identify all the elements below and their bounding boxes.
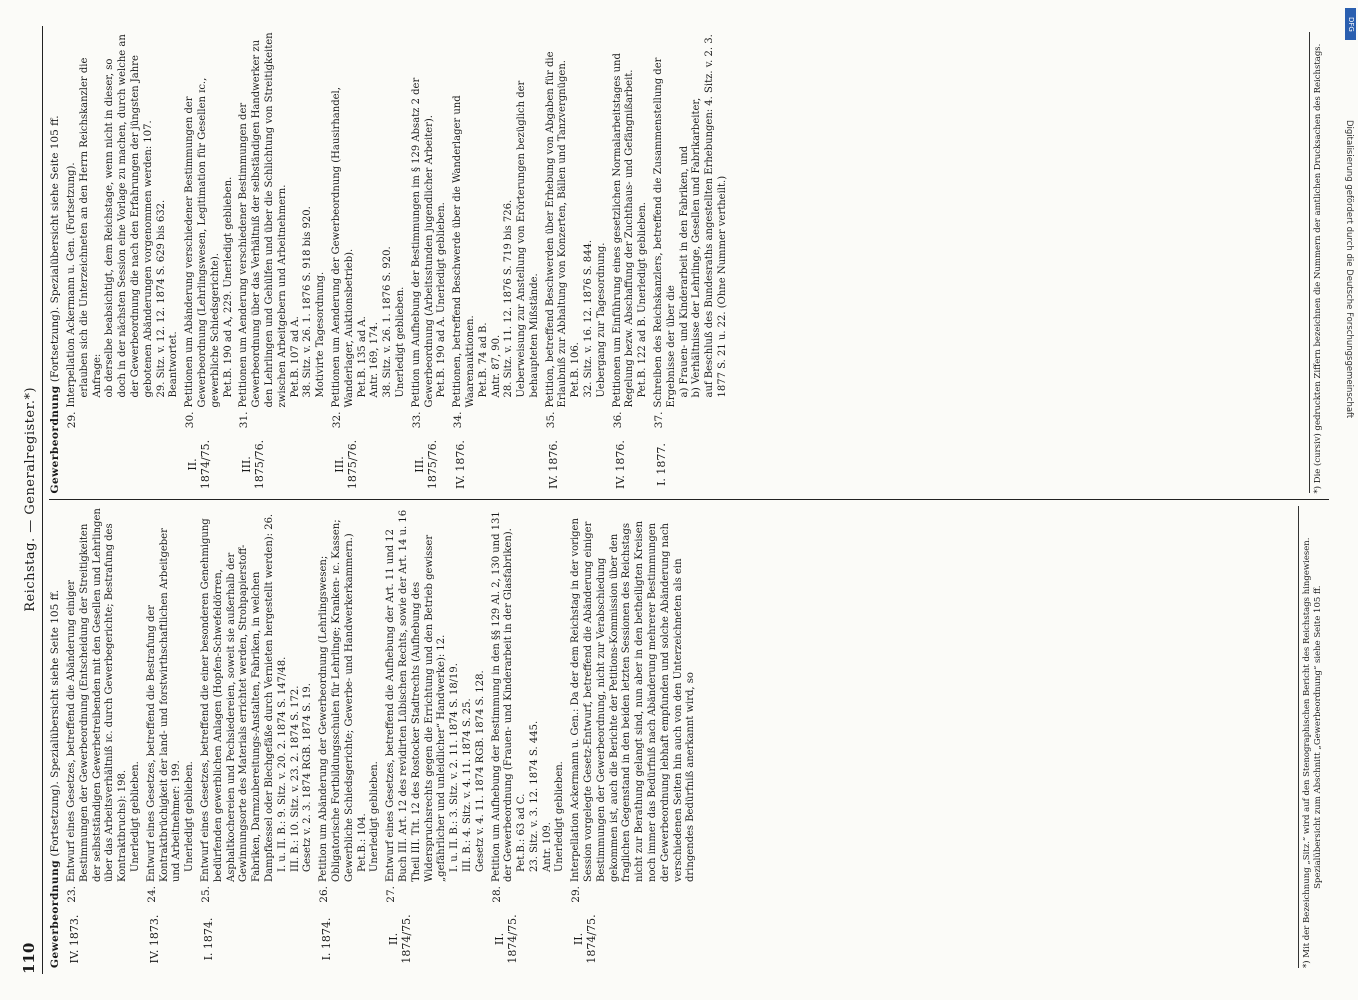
session-tag: I. 1877. <box>655 443 669 486</box>
entry-line: Entwurf eines Gesetzes, betreffend die einer besonderen Genehmigung bedürfenden gewerblichen Anlagen (Hopfen-Schwefeldörren, Asphaltkochereien und Pechsiedereien, soweit sie außerhalb der Gewinnungsorte des Materials errichtet werden, Strohpapierstoff-Fabriken, Darmzubereitungs-Anstalten, Fabriken, in welchen Dampfkessel oder Blechgefäße durch Vernieten hergestellt werden): 26. <box>199 513 275 882</box>
entry-number: 23. <box>66 886 78 903</box>
entry-line: Ueberweisung zur Anstellung von Erörterungen bezüglich der behaupteten Mißstände. <box>516 80 540 398</box>
session-tag: III. 1875/76. <box>332 439 359 490</box>
entry-text <box>653 32 730 408</box>
entry-line: Petitionen um Einführung eines gesetzlichen Normalarbeitstages und Regelung bezw. Abschaffung der Zuchthaus- und Gefängnißarbeit. <box>611 53 636 408</box>
entry-line: auf Beschluß des Bundesraths angestellten Erhebungen: 4. Sitz. v. 2. 3. 1877 S. 21 u. 22. (Ohne Nummer vertheilt.) <box>704 34 729 398</box>
entry-line: Gesetz v. 4. 11. 1874 RGB. 1874 S. 128. <box>474 670 486 872</box>
session-tag: II. 1874/75. <box>492 914 519 964</box>
register-entry <box>238 32 328 494</box>
entry-line: Antr. 169, 174. <box>369 322 381 398</box>
session-tag: IV. 1876. <box>454 440 468 489</box>
entry-line: Unerledigt geblieben. <box>369 761 381 872</box>
entry-line: III. B.: 4. Sitz. v. 4. 11. 1874 S. 25. <box>461 698 473 872</box>
entry-number: 37. <box>653 411 666 429</box>
page-header <box>18 26 43 974</box>
entry-text <box>452 32 542 408</box>
session-tag: II. 1874/75. <box>572 914 599 964</box>
entry-line: Petition, betreffend Beschwerden über Erhebung von Abgaben für die Erlaubniß zur Abhaltung von Konzerten, Bällen und Tanzvergnügen. <box>544 51 569 408</box>
entry-text <box>200 507 315 883</box>
register-entry <box>385 507 487 969</box>
entry-line: Beantwortet. <box>168 331 180 398</box>
entry-line: Unerledigt geblieben. <box>184 761 196 872</box>
entry-line: 23. Sitz. v. 3. 12. 1874 S. 445. <box>528 720 540 872</box>
entry-number: 29. <box>570 886 583 903</box>
entry-text <box>612 32 650 408</box>
left-column <box>49 501 1329 975</box>
session-tag: II. 1874/75. <box>186 439 213 490</box>
entry-line: 38. Sitz. v. 26. 1. 1876 S. 918 bis 920. <box>302 206 314 398</box>
entry-number: 26. <box>318 886 331 903</box>
entry-line: Uebergang zur Tagesordnung. <box>595 242 607 398</box>
register-entry <box>200 507 315 969</box>
entry-text <box>411 32 449 408</box>
entry-line: III. B.: 10. Sitz. v. 23. 2. 1874 S. 172. <box>289 685 301 872</box>
entry-number: 25. <box>199 886 212 903</box>
entry-number: 31. <box>238 411 251 429</box>
right-column <box>49 26 1329 501</box>
session-tag: I. 1874. <box>201 917 215 961</box>
session-tag: III. 1875/76. <box>240 439 267 490</box>
entry-text <box>238 32 328 408</box>
entry-line: Pet.B.: 63 ad C. <box>516 793 528 872</box>
entry-line: Entwurf eines Gesetzes, betreffend die Aufhebung der Art. 11 und 12 Buch III. Art. 12 des revidirten Lübischen Rechts, sowie der Art. 14 u. 16 Theil III. Tit. 12 des Rostocker Stadtrechts (Aufhebung des Widerspruchsrechts gegen die Errichtung und den Betrieb gewisser „gefährlicher und unleidlicher“ Handwerke): 12. <box>385 509 448 882</box>
entry-line: Pet.B. 190 ad A. Unerledigt geblieben. <box>436 202 448 398</box>
dfg-logo: DFG <box>1345 8 1356 40</box>
entry-line: Petitionen um Abänderung verschiedener Bestimmungen der Gewerbeordnung (Lehrlingswesen, Legitimation für Gesellen ɪc., gewerbliche Schiedsgerichte). <box>184 77 221 408</box>
entry-number: 28. <box>490 886 503 903</box>
entry-line: Schreiben des Reichskanzlers, betreffend die Zusammenstellung der Ergebnisse der über die <box>653 57 677 408</box>
footnote-right: *) Die (cursiv) gedruckten Ziffern bezeichnen die Nummern der amtlichen Drucksachen des Reichstags. <box>1309 32 1324 494</box>
entry-text <box>491 507 568 883</box>
entry-number: 36. <box>611 411 624 429</box>
session-tag: III. 1875/76. <box>412 439 439 490</box>
entry-line: Petitionen um Aenderung der Gewerbeordnung (Hausirhandel, Wanderlager, Auktionsbetrieb). <box>330 87 355 408</box>
entry-line: b) Verhältnisse der Lehrlinge, Gesellen und Fabrikarbeiter, <box>691 97 703 398</box>
entry-line: 32. Sitz. v. 16. 12. 1876 S. 844. <box>583 239 595 398</box>
entry-text <box>184 32 235 408</box>
section-heading-right: Gewerbeordnung (Fortsetzung). Spezialübersicht siehe Seite 105 ff. <box>49 115 61 494</box>
entry-line: Interpellation Ackermann u. Gen.: Da der dem Reichstag in der vorigen Session vorgelegte Gesetz-Entwurf, betreffend die Abänderung einiger Bestimmungen der Gewerbeordnung, nicht zur Verabschiedung gekommen ist, auch die Berichte der Petitions-Kommission über den fraglichen Gegenstand in den beiden letzten Sessionen des Reichstags nicht zur Berathung gelangt sind, nun aber in den betheiligten Kreisen noch immer das Bedürfniß nach Abänderung mehrerer Bestimmungen der Gewerbeordnung lebhaft empfunden und solche Abänderung nach verschiedenen Seiten hin auch von den Unterzeichneten als ein dringendes Bedürfniß anerkannt wird, so <box>570 518 697 882</box>
entry-line: ob derselbe beabsichtigt, dem Reichstage, wenn nicht in dieser, so doch in der nächsten Session eine Vorlage zu machen, durch welche an der Gewerbeordnung die nach den Erfahrungen der jüngsten Jahre gebotenen Abänderungen vorgenommen werden: 107. <box>104 34 154 398</box>
register-entry <box>653 32 730 494</box>
footnote-left: *) Mit der Bezeichnung „Sitz.“ wird auf den Stenographischen Bericht des Reichstags hingewiesen. Spezialübersicht zum Abschnitt „Gewerbeordnung“ siehe Seite 105 ff. <box>1298 507 1323 969</box>
register-entry <box>612 32 650 494</box>
register-entry <box>452 32 542 494</box>
register-entry <box>411 32 449 494</box>
entry-line: Petition um Aufhebung der Bestimmungen im § 129 Absatz 2 der Gewerbeordnung (Arbeitsstunden jugendlicher Arbeiter). <box>410 77 435 408</box>
register-entry <box>66 32 181 494</box>
entry-line: Pet.B. 190 ad A, 229. Unerledigt geblieben. <box>222 176 234 398</box>
entry-number: 30. <box>184 411 197 429</box>
entry-line: Antr. 109. <box>541 822 553 872</box>
entry-text <box>545 32 609 408</box>
register-entry <box>545 32 609 494</box>
register-entry <box>146 507 197 969</box>
register-entry <box>331 32 408 494</box>
entry-line: Unerledigt geblieben. <box>554 761 566 872</box>
entry-line: Petition um Abänderung der Gewerbeordnung (Lehrlingswesen; Obligatorische Fortbildungsschulen für Lehrlinge; Kranken- ɪc. Kassen; Gewerbliche Schiedsgerichte; Gewerbe- und Handwerkerkammern.) <box>318 519 355 882</box>
entry-number: 27. <box>385 886 398 903</box>
entry-line: Pet.B.: 104. <box>356 813 368 872</box>
entry-line: I. u. II. B.: 9. Sitz. v. 20. 2. 1874 S. 147/48. <box>276 656 288 872</box>
register-entry <box>66 507 143 969</box>
session-tag: IV. 1876. <box>546 440 560 489</box>
entry-line: I. u. II. B.: 3. Sitz. v. 2. 11. 1874 S. 18/19. <box>449 663 461 872</box>
register-entry <box>491 507 568 969</box>
entry-line: a) Frauen- und Kinderarbeit in den Fabriken, und <box>678 145 690 398</box>
register-entry <box>184 32 235 494</box>
session-tag: IV. 1876. <box>613 440 627 489</box>
register-entry <box>570 507 698 969</box>
entry-line: Unerledigt geblieben. <box>129 761 141 872</box>
entry-number: 29. <box>66 411 78 429</box>
digitization-note: Digitalisierung gefördert durch die Deutsche Forschungsgemeinschaft <box>1344 120 1354 419</box>
entry-text <box>146 507 197 883</box>
entry-line: 38. Sitz. v. 26. 1. 1876 S. 920. <box>382 246 394 398</box>
entry-text <box>331 32 408 408</box>
entry-line: Pet.B. 74 ad B. <box>477 322 489 398</box>
register-entry <box>318 507 382 969</box>
entry-line: Pet.B. 122 ad B. Unerledigt geblieben. <box>637 202 649 398</box>
entry-line: Entwurf eines Gesetzes, betreffend die Abänderung einiger Bestimmungen der Gewerbeordnung (Entscheidung der Streitigkeiten der selbstständigen Gewerbetreibenden mit den Gesellen und Lehrlingen über das Arbeitsverhältniß ɪc. durch Gewerbegerichte; Bestrafung des Kontraktbruchs): 198. <box>66 508 129 882</box>
entry-line: Motivirte Tagesordnung. <box>315 271 327 398</box>
entry-number: 34. <box>452 411 465 429</box>
entry-line: 28. Sitz. v. 11. 12. 1876 S. 719 bis 726. <box>503 199 515 398</box>
session-tag <box>66 436 181 494</box>
entry-line: Pet.B. 107 ad A. <box>289 316 301 398</box>
entry-line: 29. Sitz. v. 12. 12. 1874 S. 629 bis 632. <box>155 199 167 398</box>
session-tag: I. 1874. <box>320 917 334 961</box>
entry-line: Entwurf eines Gesetzes, betreffend die Bestrafung der Kontraktbrüchigkeit der land- und forstwirthschaftlichen Arbeitgeber und Arbeitnehmer: 199. <box>145 528 183 882</box>
session-tag: II. 1874/75. <box>387 914 414 964</box>
entry-number: 24. <box>145 886 158 903</box>
session-tag: IV. 1873. <box>68 914 81 964</box>
entry-line: Pet.B. 106. <box>570 342 582 398</box>
running-head: Reichstag. — Generalregister.*) <box>23 386 38 612</box>
entry-number: 35. <box>544 411 557 429</box>
entry-line: Petition um Aufhebung der Bestimmung in den §§ 129 Al. 2, 130 und 131 der Gewerbeordnung (Frauen- und Kinderarbeit in der Glasfabriken). <box>490 511 515 882</box>
section-heading: Gewerbeordnung (Fortsetzung). Spezialübersicht siehe Seite 105 ff. <box>49 589 61 968</box>
entry-line: Petitionen, betreffend Beschwerde über die Wanderlager und Waarenauktionen. <box>452 95 476 408</box>
entry-text <box>318 507 382 883</box>
entry-line: Antr. 87, 90. <box>490 334 502 398</box>
entry-line: Unerledigt geblieben. <box>394 286 406 398</box>
page-number: 110 <box>20 942 38 974</box>
entry-line: Petitionen um Aenderung verschiedener Bestimmungen der Gewerbeordnung über das Verhältniß der selbständigen Handwerker zu den Lehrlingen und Gehülfen und über die Schlichtung von Streitigkeiten zwischen Arbeitgebern und Arbeitnehmern. <box>238 32 288 408</box>
entry-number: 32. <box>330 411 343 429</box>
entry-text <box>570 507 698 883</box>
entry-line: erlauben sich die Unterzeichneten an den Herrn Reichskanzler die Anfrage: <box>78 57 103 398</box>
entry-line: Interpellation Ackermann u. Gen. (Fortsetzung). <box>66 162 77 408</box>
entry-number: 33. <box>410 411 423 429</box>
session-tag: IV. 1873. <box>147 914 161 964</box>
entry-text <box>66 507 143 883</box>
entry-line: Pet.B. 135 ad A. <box>356 316 368 398</box>
entry-text <box>66 32 181 408</box>
entry-text <box>385 507 487 883</box>
entry-line: Gesetz v. 2. 3. 1874 RGB. 1874 S. 19. <box>302 683 314 872</box>
